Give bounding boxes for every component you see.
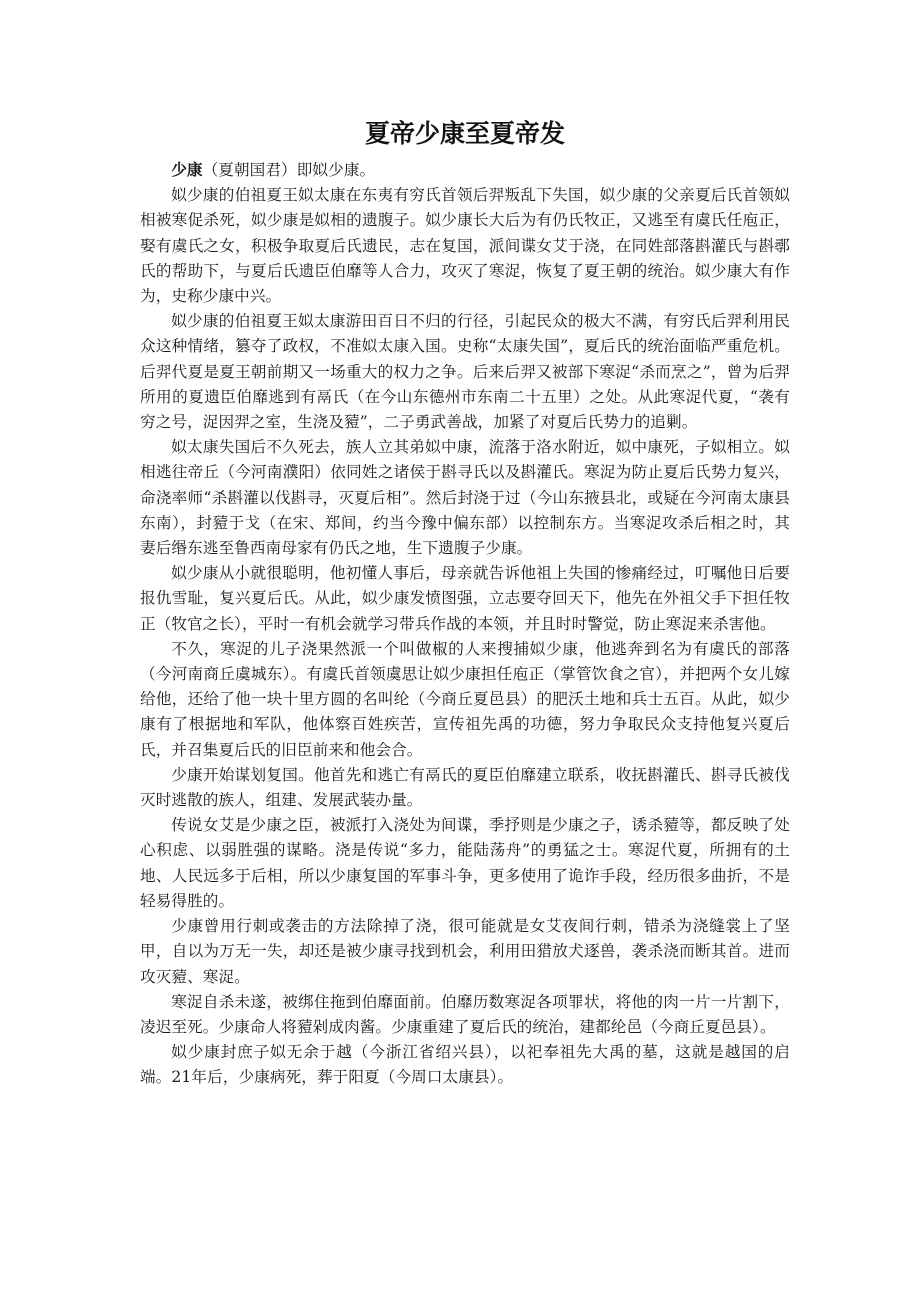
paragraph-6: 少康开始谋划复国。他首先和逃亡有鬲氏的夏臣伯靡建立联系，收抚斟灌氏、斟寻氏被伐灭时逃散的族人，组建、发展武装办量。 xyxy=(140,765,790,810)
document-page xyxy=(140,112,790,1091)
paragraph-4: 姒少康从小就很聪明，他初懂人事后，母亲就告诉他祖上失国的惨痛经过，叮嘱他日后要报仇雪耻，复兴夏后氏。从此，姒少康发愤图强，立志要夺回天下，他先在外祖父手下担任牧正（牧官之长），平时一有机会就学习带兵作战的本领，并且时时警觉，防止寒浞来杀害他。 xyxy=(140,564,790,633)
document-title: 夏帝少康至夏帝发 xyxy=(364,119,565,148)
paragraph-7: 传说女艾是少康之臣，被派打入浇处为间谍，季抒则是少康之子，诱杀豷等，都反映了处心积虑、以弱胜强的谋略。浇是传说“多力，能陆荡舟”的勇猛之士。寒浞代夏，所拥有的土地、人民远多于后相，所以少康复国的军事斗争，更多使用了诡诈手段，经历很多曲折，不是轻易得胜的。 xyxy=(140,816,790,910)
intro-text: （夏朝国君）即姒少康。 xyxy=(202,161,376,179)
paragraph-3: 姒太康失国后不久死去，族人立其弟姒中康，流落于洛水附近，姒中康死，子姒相立。姒相逃往帝丘（今河南濮阳）依同姓之诸侯于斟寻氏以及斟灌氏。寒浞为防止夏后氏势力复兴，命浇率师“杀斟灌以伐斟寻，灭夏后相”。然后封浇于过（今山东掖县北，或疑在今河南太康县东南），封豷于戈（在宋、郑间，约当今豫中偏东部）以控制东方。当寒浞攻杀后相之时，其妻后缗东逃至鲁西南母家有仍氏之地，生下遗腹子少康。 xyxy=(140,438,790,558)
paragraph-10: 姒少康封庶子姒无余于越（今浙江省绍兴县），以祀奉祖先大禹的墓，这就是越国的启端。21年后，少康病死，葬于阳夏（今周口太康县）。 xyxy=(140,1043,790,1087)
paragraph-1: 姒少康的伯祖夏王姒太康在东夷有穷氏首领后羿叛乱下失国，姒少康的父亲夏后氏首领姒相被寒促杀死，姒少康是姒相的遗腹子。姒少康长大后为有仍氏牧正，又逃至有虞氏任庖正，娶有虞氏之女，积极争取夏后氏遗民，志在复国，派间谍女艾于浇，在同姓部落斟灌氏与斟鄩氏的帮助下，与夏后氏遗臣伯靡等人合力，攻灭了寒浞，恢复了夏王朝的统治。姒少康大有作为，史称少康中兴。 xyxy=(140,186,790,306)
intro-term: 少康 xyxy=(171,161,203,179)
paragraph-9: 寒浞自杀未遂，被绑住拖到伯靡面前。伯靡历数寒浞各项罪状，将他的肉一片一片割下，凌迟至死。少康命人将豷剁成肉酱。少康重建了夏后氏的统治，建都纶邑（今商丘夏邑县）。 xyxy=(140,992,790,1036)
paragraph-2: 姒少康的伯祖夏王姒太康游田百日不归的行径，引起民众的极大不满，有穷氏后羿利用民众这种情绪，篡夺了政权，不准姒太康入国。史称“太康失国”，夏后氏的统治面临严重危机。后羿代夏是夏王朝前期又一场重大的权力之争。后来后羿又被部下寒浞“杀而烹之”，曾为后羿所用的夏遗臣伯靡逃到有鬲氏（在今山东德州市东南二十五里）之处。从此寒浞代夏，“袭有穷之号，浞因羿之室，生浇及豷”，二子勇武善战，加紧了对夏后氏势力的追剿。 xyxy=(140,312,790,432)
paragraph-8: 少康曾用行刺或袭击的方法除掉了浇，很可能就是女艾夜间行刺，错杀为浇缝裳上了坚甲，自以为万无一失，却还是被少康寻找到机会，利用田猎放犬逐兽，袭杀浇而断其首。进而攻灭豷、寒浞。 xyxy=(140,917,790,986)
intro-paragraph xyxy=(140,158,790,183)
paragraph-5: 不久，寒浞的儿子浇果然派一个叫做椒的人来搜捕姒少康，他逃奔到名为有虞氏的部落（今河南商丘虞城东）。有虞氏首领虞思让姒少康担任庖正（掌管饮食之官），并把两个女儿嫁给他，还给了他一块十里方圆的名叫纶（今商丘夏邑县）的肥沃土地和兵士五百。从此，姒少康有了根据地和军队，他体察百姓疾苦，宣传祖先禹的功德，努力争取民众支持他复兴夏后氏，并召集夏后氏的旧臣前来和他会合。 xyxy=(140,639,790,759)
